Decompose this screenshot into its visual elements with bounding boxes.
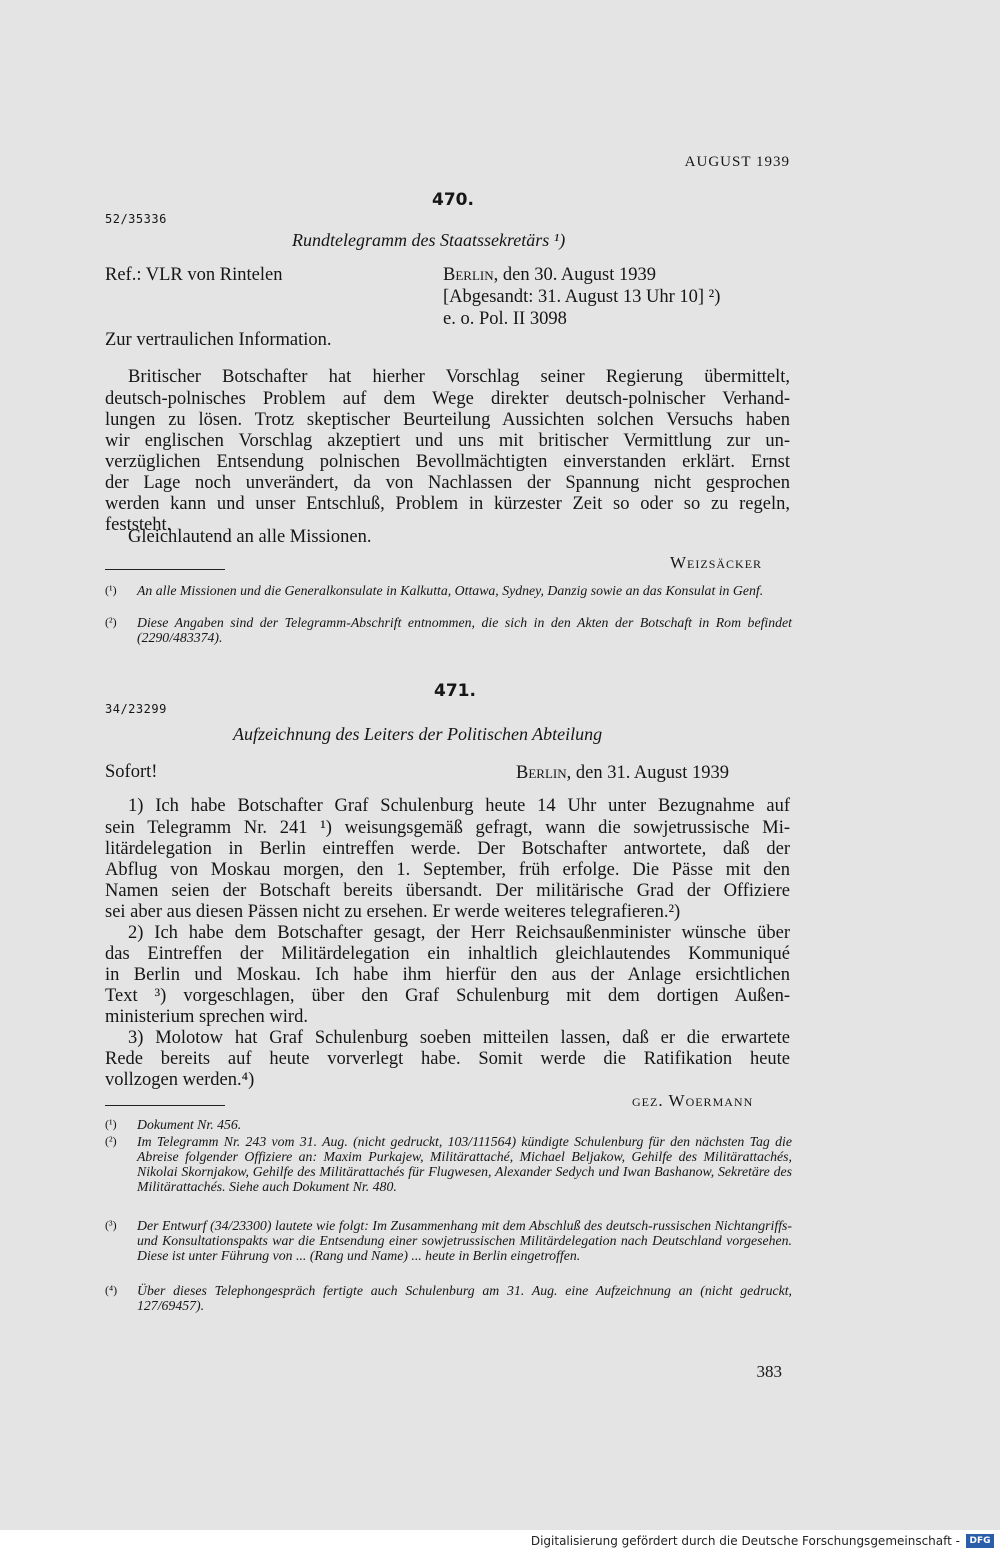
body-line: Rede bereits auf heute vorverlegt habe. Somit werde die Ratifikation heute <box>105 1049 790 1069</box>
film-reference-471: 34/23299 <box>105 702 167 716</box>
body-line: werden kann und unser Entschluß, Problem in kürzester Zeit so oder so zu regeln, <box>105 494 790 514</box>
running-title: AUGUST 1939 <box>684 154 790 170</box>
body-line: wir englischen Vorschlag akzeptiert und uns mit britischer Vermittlung zur un- <box>105 431 790 451</box>
footnote-text: Diese Angaben sind der Telegramm-Abschrift entnommen, die sich in den Akten der Botschaft in Rom befindet (2290/483374). <box>137 615 792 645</box>
signature-470: Weizsäcker <box>670 553 763 572</box>
footnote-rule <box>105 569 225 570</box>
document-title-471: Aufzeichnung des Leiters der Politischen Abteilung <box>233 724 603 744</box>
priority-note: Sofort! <box>105 762 158 782</box>
document-title-470: Rundtelegramm des Staatssekretärs ¹) <box>292 230 566 250</box>
body-line: Britischer Botschafter hat hierher Vorschlag seiner Regierung übermittelt, <box>128 367 790 387</box>
footnote-marker: (¹) <box>105 1117 117 1131</box>
place-date-470 <box>443 265 656 286</box>
file-line: e. o. Pol. II 3098 <box>443 309 567 329</box>
sent-line: [Abgesandt: 31. August 13 Uhr 10] ²) <box>443 287 721 307</box>
date-text: , den 31. August 1939 <box>566 763 729 783</box>
body-line: 2) Ich habe dem Botschafter gesagt, der Herr Reichsaußenminister wünsche über <box>128 923 790 943</box>
page-number: 383 <box>756 1362 782 1381</box>
footer-bar <box>0 1530 1000 1554</box>
body-line: vollzogen werden.⁴) <box>105 1070 255 1090</box>
footnote-marker: (¹) <box>105 583 117 597</box>
reference-line: Ref.: VLR von Rintelen <box>105 265 283 285</box>
funding-note: Digitalisierung gefördert durch die Deutsche Forschungsgemeinschaft - <box>530 1534 960 1548</box>
footnote-text: Im Telegramm Nr. 243 vom 31. Aug. (nicht gedruckt, 103/111564) kündigte Schulenburg für den nächsten Tag die Abreise folgender Offiziere an: Maxim Purkajew, Militärattaché, Michael Beljakow, Gehilfe des Militärattachés, Nikolai Skornjakow, Gehilfe des Militärattachés für Flugwesen, Alexander Sedych und Iwan Bashanow, Sekretäre des Militärattachés. Siehe auch Dokument Nr. 480. <box>137 1134 792 1194</box>
footnote-marker: (³) <box>105 1218 117 1232</box>
place-date-471 <box>516 763 729 784</box>
date-text: , den 30. August 1939 <box>493 265 656 285</box>
body-line: ministerium sprechen wird. <box>105 1007 308 1027</box>
footnote-rule <box>105 1105 225 1106</box>
footnote-text: An alle Missionen und die Generalkonsulate in Kalkutta, Ottawa, Sydney, Danzig sowie an das Konsulat in Genf. <box>137 583 764 598</box>
body-line: in Berlin und Moskau. Ich habe ihm hierfür den aus der Anlage ersichtlichen <box>105 965 790 985</box>
film-reference-470: 52/35336 <box>105 212 167 226</box>
body-line: Namen seien der Botschaft bereits übersandt. Der militärische Grad der Offiziere <box>105 881 790 901</box>
body-line: sein Telegramm Nr. 241 ¹) weisungsgemäß gefragt, wann die sowjetrussische Mi- <box>105 818 790 838</box>
document-number-470: 470. <box>432 190 474 210</box>
signature-471 <box>632 1091 753 1111</box>
body-line: sei aber aus diesen Pässen nicht zu ersehen. Er werde weiteres telegrafieren.²) <box>105 902 681 922</box>
footnote-marker: (²) <box>105 615 117 629</box>
body-line: deutsch-polnisches Problem auf dem Wege direkter deutsch-polnischer Verhand- <box>105 389 790 409</box>
body-line: der Lage noch unverändert, da von Nachlassen der Spannung nicht gesprochen <box>105 473 790 493</box>
footnote-marker: (²) <box>105 1134 117 1148</box>
body-line: verzüglichen Entsendung polnischen Bevollmächtigten einverstanden erklärt. Ernst <box>105 452 790 472</box>
signature-text: gez. Woermann <box>632 1091 754 1110</box>
document-number-471: 471. <box>434 681 476 701</box>
body-line: das Eintreffen der Militärdelegation ein inhaltlich gleichlautendes Kommuniqué <box>105 944 790 964</box>
footnote-text: Der Entwurf (34/23300) lautete wie folgt: Im Zusammenhang mit dem Abschluß des deutsch-russischen Nichtangriffs- und Konsultationspakts war die Entsendung einer sowjetrussischen Militärdelegation nach Deutschland vorgesehen. Diese ist unter Führung von ... (Rang und Name) ... heute in Berlin eingetroffen. <box>137 1218 792 1263</box>
place-name: Berlin <box>516 763 567 783</box>
body-line: 3) Molotow hat Graf Schulenburg soeben mitteilen lassen, daß er die erwartete <box>128 1028 790 1048</box>
dfg-logo-icon: DFG <box>966 1534 994 1548</box>
salutation: Zur vertraulichen Information. <box>105 330 332 350</box>
footnote-text: Über dieses Telephongespräch fertigte auch Schulenburg am 31. Aug. eine Aufzeichnung an (nicht gedruckt, 127/69457). <box>137 1283 792 1313</box>
footnote-marker: (⁴) <box>105 1283 118 1297</box>
place-name: Berlin <box>443 265 494 285</box>
footnote-text: Dokument Nr. 456. <box>137 1117 242 1132</box>
body-line: Text ³) vorgeschlagen, über den Graf Schulenburg mit dem dortigen Außen- <box>105 986 790 1006</box>
body-line: lungen zu lösen. Trotz skeptischer Beurteilung Aussichten solchen Versuchs haben <box>105 410 790 430</box>
body-line: litärdelegation in Berlin eintreffen werde. Der Botschafter antwortete, daß der <box>105 839 790 859</box>
body-line: feststeht. <box>105 515 172 535</box>
body-line: Abflug von Moskau morgen, den 1. September, früh erfolge. Die Pässe mit den <box>105 860 790 880</box>
closing-line: Gleichlautend an alle Missionen. <box>128 527 372 547</box>
body-line: 1) Ich habe Botschafter Graf Schulenburg heute 14 Uhr unter Bezugnahme auf <box>128 796 790 816</box>
